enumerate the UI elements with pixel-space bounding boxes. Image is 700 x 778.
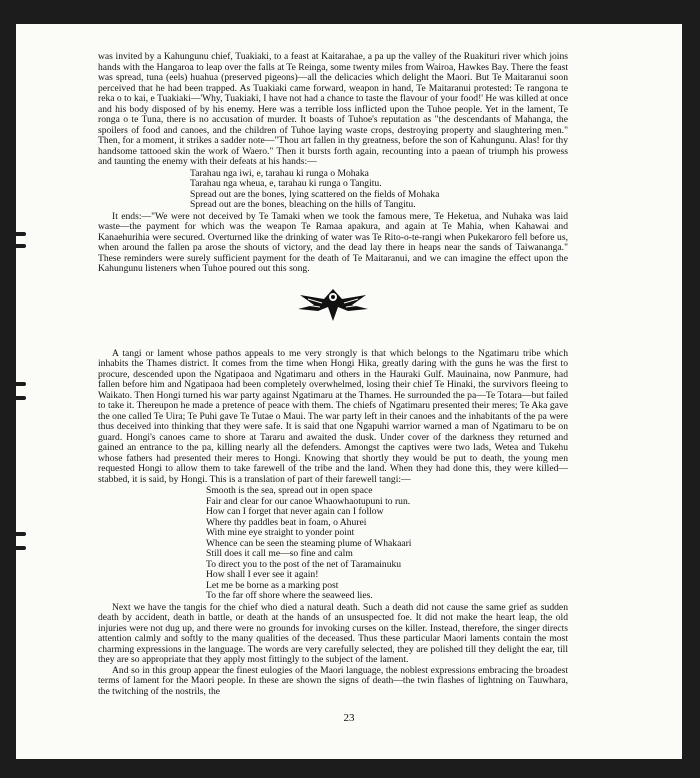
- poem-line: To direct you to the post of the net of Taramainuku: [206, 558, 402, 570]
- poem-line: Spread out are the bones, bleaching on the hills of Tangitu.: [190, 199, 416, 210]
- paragraph: And so in this group appear the finest eulogies of the Maori language, the noblest expressions embracing the broadest terms of lament for the Maori people. In these are shown the signs of death—the twin flashes of lightning on Tauwhara, the twitching of the nostrils, the: [98, 664, 568, 697]
- poem-line: Tarahau nga wheua, e, tarahau ki runga o Tangitu.: [190, 178, 382, 189]
- paragraph: It ends:—"We were not deceived by Te Tamaki when we took the famous mere, Te Heketua, and Nuhaka was laid waste—the payment for which was the weapon Te Ramaa apakura, and again at Te Mahia, when Kahawai and Kanaehurihia were secured. Overturned like the drinking of water was Te Rito-o-te-rangi when Pukekaroro fell before us, when around the fallen pa arose the shouts of victory, and the dead lay there in heaps near the sands of Taiwananga." These reminders were surely sufficient payment for the death of Te Maitaranui, and we can imagine the effect upon the Kahungunu listeners when Tuhoe poured out this song.: [98, 210, 568, 274]
- poem-block: [206, 486, 568, 602]
- poem-line: Let me be borne as a marking post: [206, 579, 339, 591]
- paragraph: Next we have the tangis for the chief who died a natural death. Such a death did not cause the same grief as sudden death by accident, death in battle, or death at the hands of an unsuspected foe. It did not make the heart leap, the old injuries were not dug up, and there were no grounds for invoking curses on the killer. Instead, therefore, the singer directs attention calmly and softly to the many qualities of the deceased. Thus these particular Maori laments contain the most charming expressions in the language. The words are very carefully selected, they are polished till they delight the ear, till they are so appropriate that they apply most fittingly to the subject of the lament.: [98, 601, 568, 665]
- section-divider: [98, 279, 568, 337]
- document-page: [16, 24, 682, 759]
- poem-line: With mine eye straight to yonder point: [206, 527, 355, 538]
- binding-hole: [16, 244, 26, 248]
- poem-block: [190, 169, 568, 211]
- binding-hole: [16, 532, 26, 536]
- poem-line: How can I forget that never again can I follow: [206, 506, 384, 517]
- paragraph: was invited by a Kahungunu chief, Tuakiaki, to a feast at Kaitarahae, a pa up the valley of the Ruakituri river which joins hands with the Hangaroa to leap over the falls at Te Reinga, some twenty miles from Wairoa, Hawkes Bay. There the feast was spread, tuna (eels) huahua (preserved pigeons)—all the delicacies which delight the Maori. But Te Maitaranui soon perceived that he had been trapped. As Tuakiaki came forward, weapon in hand, Te Maitaranui protested: Te rangona te reka o to kai, e Tuakiaki—'Why, Tuakiaki, I have not had a chance to taste the flavour of your food!' He was killed at once and his body disposed of by his enemy. Here was a terrible loss inflicted upon the Tuhoe people. Yet in the lament, Te ronga o te Tuna, there is no accusation of murder. It boasts of Tuhoe's reputation as "the descendants of Mahanga, the spoilers of food and canoes, and the children of Tuhoe laying waste crops, destroying property and slaughtering men." Then, for a moment, it strikes a sadder note—"Thou art fallen in thy greatness, before the son of Kahungunu. Alas! for thy handsome tattooed skin the work of Waero." Then it bursts forth again, recounting into a paean of triumph his prowess and taunting the enemy with their defeats at his hands:—: [98, 51, 568, 167]
- poem-line: How shall I ever see it again!: [206, 569, 319, 580]
- binding-hole: [16, 396, 26, 400]
- page-number: 23: [343, 712, 355, 724]
- poem-line: Where thy paddles beat in foam, o Ahurei: [206, 516, 367, 528]
- carved-bird-ornament-icon: [294, 285, 372, 325]
- binding-hole: [16, 382, 26, 386]
- binding-hole: [16, 232, 26, 236]
- poem-line: Spread out are the bones, lying scattered on the fields of Mohaka: [190, 188, 440, 200]
- page-body: [98, 52, 568, 697]
- poem-line: Still does it call me—so fine and calm: [206, 548, 353, 559]
- paragraph: A tangi or lament whose pathos appeals to me very strongly is that which belongs to the Ngatimaru tribe which inhabits the Thames district. It comes from the time when Hongi Hika, greatly daring with the guns he was the first to procure, descended upon the Ngatipaoa and Ngatimaru and others in the Hauraki Gulf. Mauinaina, now Panmure, had fallen before him and Ngatipaoa had been completely overwhelmed, losing their chief Te Hinaki, the survivors fleeing to Waikato. Then Hongi turned his war party against Ngatimaru at the Thames. He surrounded the pa—Te Totara—but failed to take it. Thereupon he made a pretence of peace with them. The chiefs of Ngatimaru presented their meres; Te Aka gave the one called Te Uira; Te Puhi gave Te Tutae o Maui. The war party left in their canoes and the inhabitants of the pa were thus deceived into thinking that they were safe. It is said that one Ngapuhi warrior warned a man of Ngatimaru to be on guard. Hongi's canoes came to shore at Tararu and awaited the dusk. Under cover of the darkness they returned and gained an entrance to the pa, killing nearly all the defenders. Amongst the captives were two lads, Wetea and Tukehu whose fathers had presented their meres to Hongi. Knowing that shortly they would be put to death, the young men requested Hongi to allow them to take farewell of the tribe and the land. When they had done this, they were killed—stabbed, it is said, by Hongi. This is a translation of part of their farewell tangi:—: [98, 347, 568, 485]
- poem-line: Fair and clear for our canoe Whaowhaotupuni to run.: [206, 495, 411, 507]
- poem-line: Whence can be seen the steaming plume of Whakaari: [206, 537, 412, 549]
- poem-line: To the far off shore where the seaweed lies.: [206, 590, 373, 601]
- poem-line: Smooth is the sea, spread out in open space: [206, 485, 373, 496]
- poem-line: Tarahau nga iwi, e, tarahau ki runga o Mohaka: [190, 167, 369, 179]
- binding-hole: [16, 546, 26, 550]
